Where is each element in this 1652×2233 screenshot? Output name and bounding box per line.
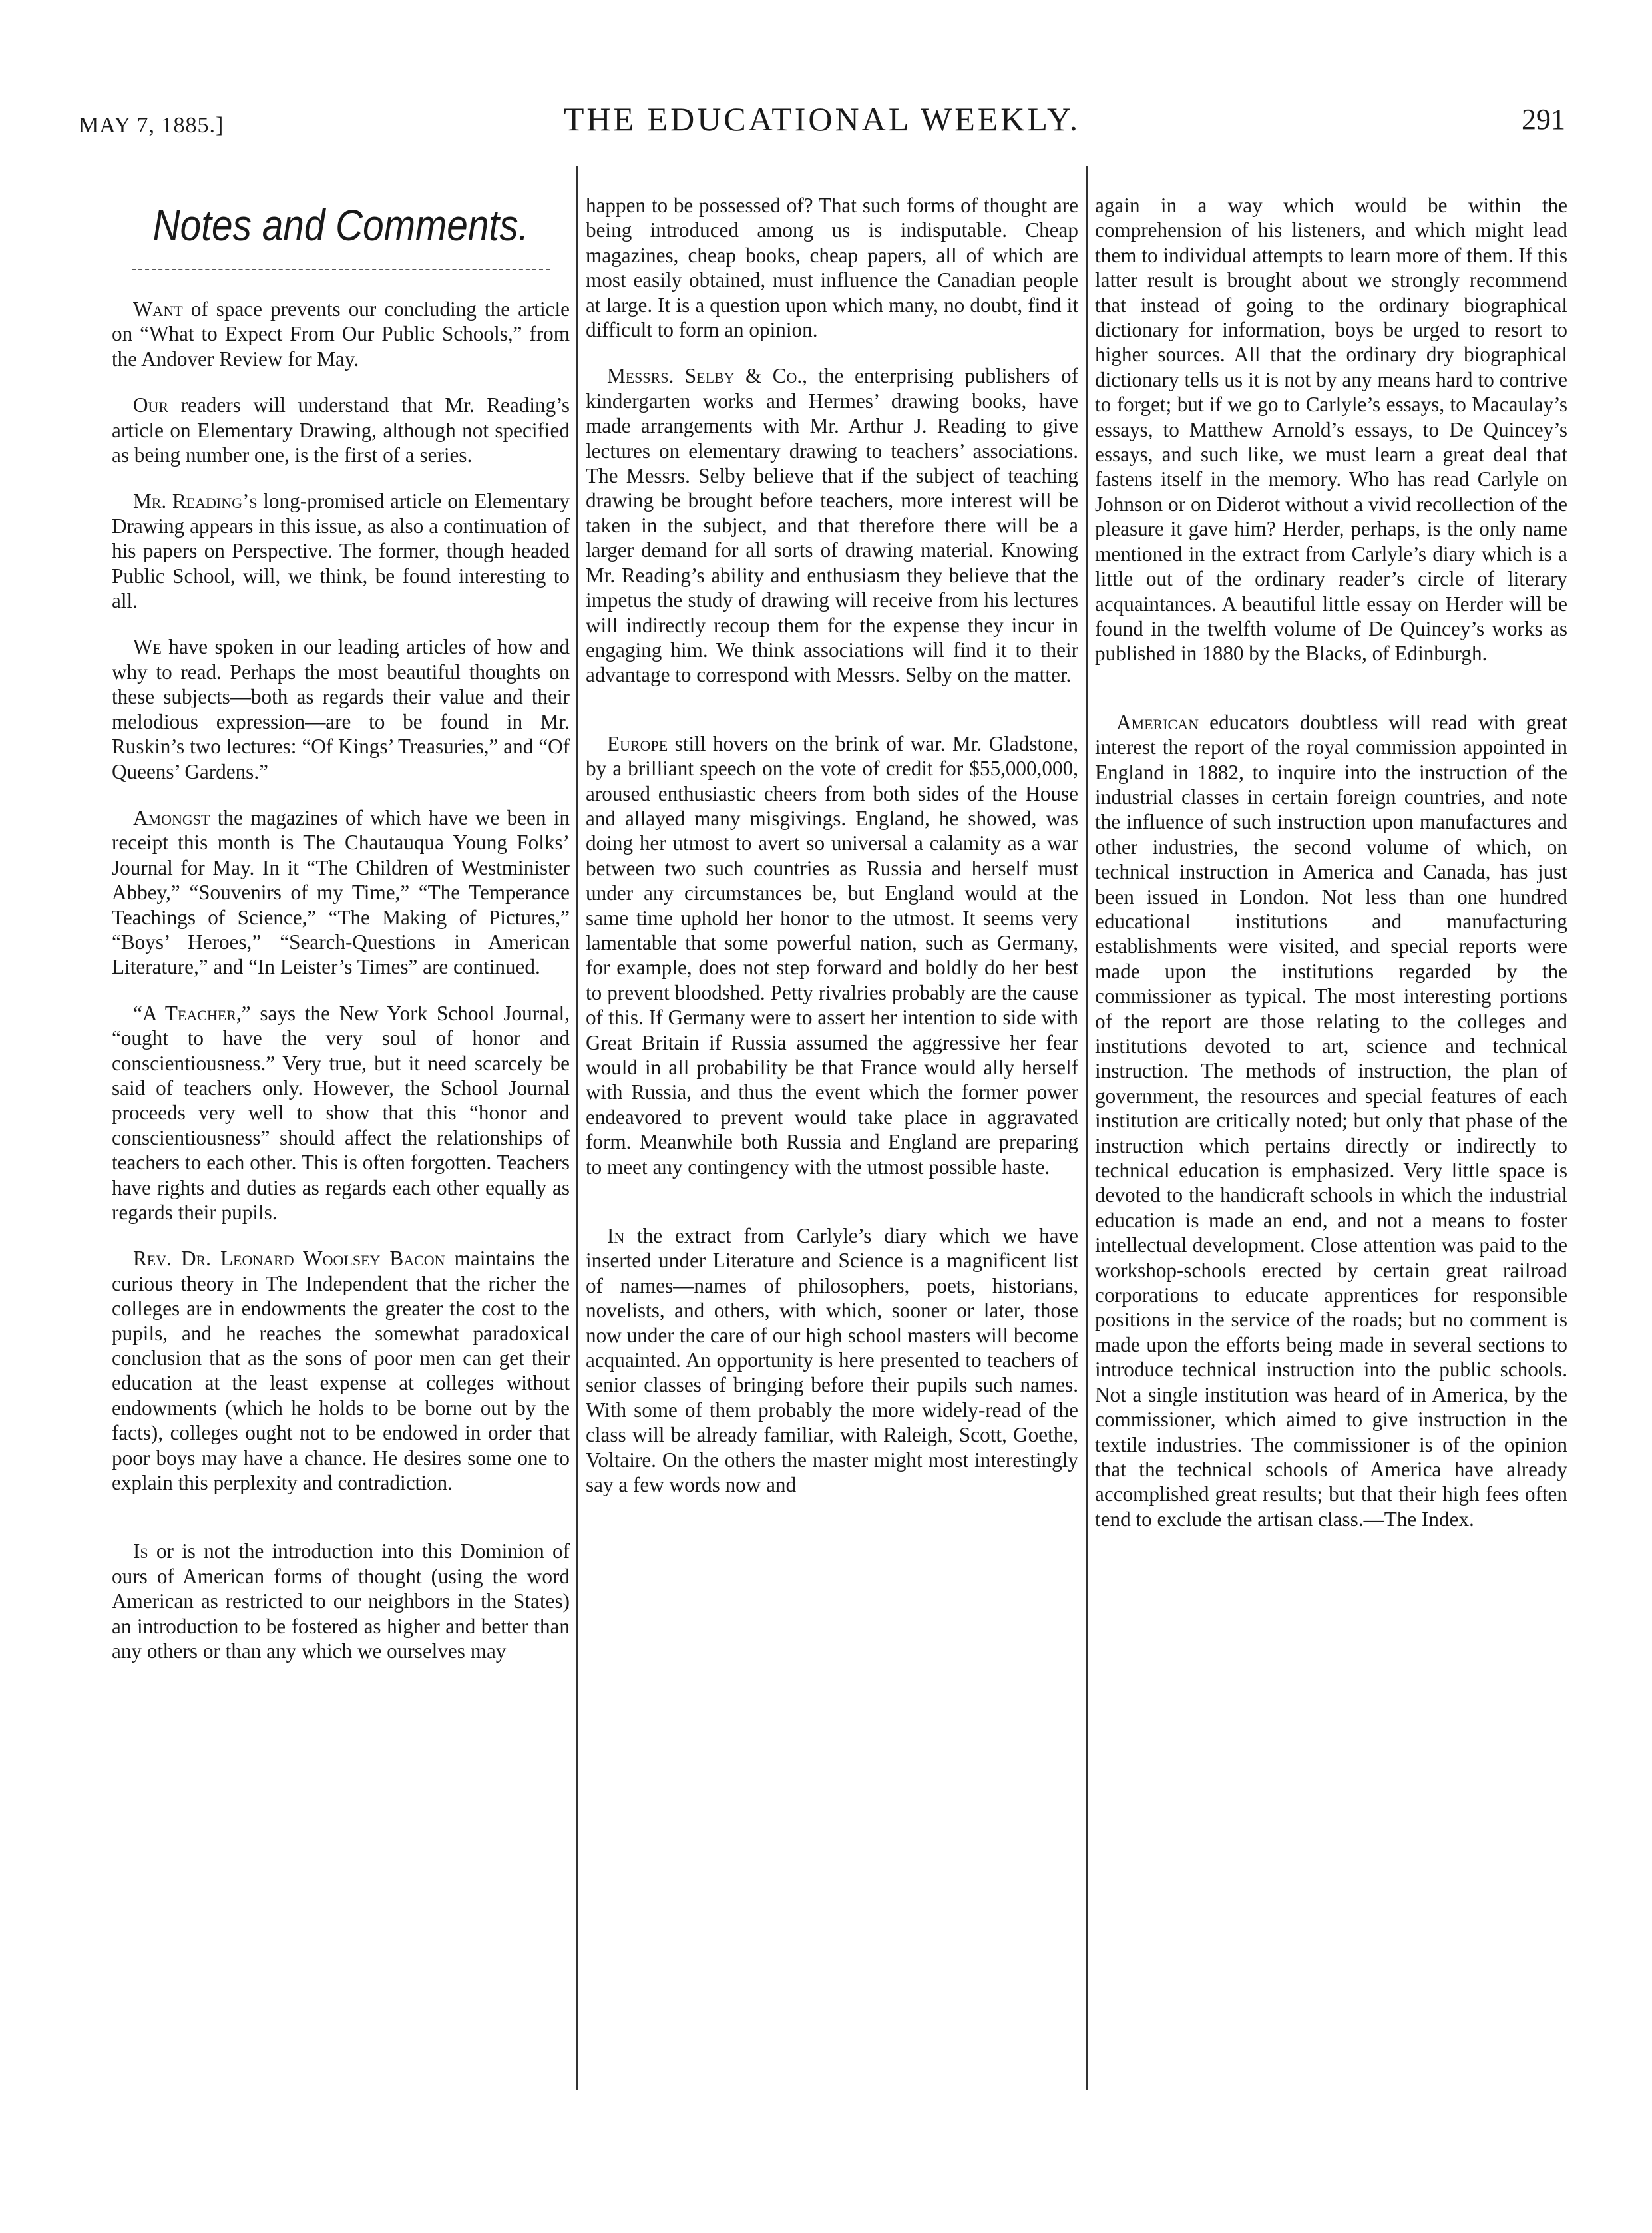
paragraph-lead-word: American xyxy=(1116,710,1199,734)
paragraph-text: have spoken in our leading articles of how and why to read. Perhaps the most beautiful thoughts on these subjects—both as regards their value and their melodious expression—are to be found in Mr. Ruskin’s two lectures: “Of Kings’ Treasuries,” and “Of Queens’ Gardens.” xyxy=(112,635,570,783)
paragraph xyxy=(112,489,570,613)
paragraph-text: of space prevents our concluding the article on “What to Expect From Our Public Schools,” from the Andover Review for May. xyxy=(112,298,570,371)
paragraph-text: long-promised article on Elementary Drawing appears in this issue, as also a continuation of his papers on Perspective. The former, though headed Public School, will, we think, be found interesting to all. xyxy=(112,489,570,613)
column-1 xyxy=(112,193,570,1685)
paragraph xyxy=(112,1539,570,1663)
issue-date: MAY 7, 1885.] xyxy=(79,113,224,138)
paragraph-text: educators doubtless will read with great interest the report of the royal commission appointed in England in 1882, to inquire into the instruction of the industrial classes in certain foreign countries, and note the influence of such instruction upon manufactures and other industries, the second volume of which, on technical instruction in America and Canada, has just been issued in London. Not less than one hundred educational institutions and manufacturing establishments were visited, and special reports were made upon the institutions regarded by the commissioner as typical. The most interesting portions of the report are those relating to the colleges and institutions devoted to art, science and technical instruction. The methods of instruction, the plan of government, the resources and special features of each institution are critically noted; but only that phase of the instruction which pertains directly or indirectly to technical education is emphasized. Very little space is devoted to the handicraft schools in which the industrial education is made an end, and not a means to foster intellectual development. Close attention was paid to the workshop-schools erected by certain great railroad corporations to educate apprentices for responsible positions in the service of the roads; but no comment is made upon the efforts being made in several sections to introduce technical instruction into the public schools. Not a single institution was heard of in America, by the commissioner, which aimed to give instruction in the textile industries. The commissioner is of the opinion that the technical schools of America have already accomplished great results; but that their high fees often tend to exclude the artisan class.—The Index. xyxy=(1095,710,1567,1531)
paragraph-lead-word: Europe xyxy=(607,731,668,755)
page-header xyxy=(79,100,1565,146)
paragraph xyxy=(112,1001,570,1225)
paragraph xyxy=(112,805,570,980)
paragraph xyxy=(586,363,1078,687)
column-3-body xyxy=(1095,193,1567,1531)
paragraph-lead-word: Rev. Dr. Leonard Woolsey Bacon xyxy=(133,1247,445,1271)
paragraph-text: happen to be possessed of? That such forms of thought are being introduced among us is indisputable. Cheap magazines, cheap books, cheap papers, all of which are most easily obtained, must influence the Canadian people at large. It is a question upon which many, no doubt, find it difficult to form an opinion. xyxy=(586,194,1078,342)
paragraph-text: readers will understand that Mr. Reading’s article on Elementary Drawing, although not specified as being number one, is the first of a series. xyxy=(112,393,570,467)
paragraph-lead-word: We xyxy=(133,635,162,659)
paragraph xyxy=(586,731,1078,1179)
paragraph xyxy=(1095,193,1567,666)
paragraph-text: the extract from Carlyle’s diary which we have inserted under Literature and Science is a magnificent list of names—names of philosophers, poets, historians, novelists, and others, with which, sooner or later, those now under the care of our high school masters will become acquainted. An opportunity is here presented to teachers of senior classes of bringing before their pupils such names. With some of them probably the more widely-read of the class will be already familiar, with Raleigh, Scott, Goethe, Voltaire. On the others the master might most interestingly say a few words now and xyxy=(586,1224,1078,1497)
paragraph-lead-word: “A Teacher,” xyxy=(133,1001,251,1025)
column-3 xyxy=(1095,193,1567,1553)
paragraph xyxy=(1095,710,1567,1531)
paragraph xyxy=(112,1246,570,1495)
paragraph-text: maintains the curious theory in The Independent that the richer the colleges are in endowments the greater the cost to the pupils, and he reaches the somewhat paradoxical conclusion that as the sons of poor men can get their education at the least expense at colleges without endowments (which he holds to be borne out by the facts), colleges ought not to be endowed in order that poor boys may have a chance. He desires some one to explain this perplexity and contradiction. xyxy=(112,1247,570,1495)
paragraph-lead-word: In xyxy=(607,1224,625,1248)
paragraph-text: or is not the introduction into this Dominion of ours of American forms of thought (using the word American as restricted to our neighbors in the States) an introduction to be fostered as higher and better than any others or than any which we ourselves may xyxy=(112,1539,570,1663)
paragraph xyxy=(586,193,1078,342)
paragraph-text: the enterprising publishers of kindergarten works and Hermes’ drawing books, have made arrangements with Mr. Arthur J. Reading to give lectures on elementary drawing to teachers’ associations. The Messrs. Selby believe that if the subject of teaching drawing be brought before teachers, more interest will be taken in the subject, and that therefore there will be a larger demand for all sorts of drawing material. Knowing Mr. Reading’s ability and enthusiasm they believe that the impetus the study of drawing will receive from his lectures will indirectly recoup them for the expense they incur in engaging him. We think associations will find it to their advantage to correspond with Messrs. Selby on the matter. xyxy=(586,364,1078,687)
paragraph xyxy=(112,297,570,371)
section-title: Notes and Comments. xyxy=(152,200,529,250)
publication-title: THE EDUCATIONAL WEEKLY. xyxy=(563,101,1081,138)
paragraph-text: still hovers on the brink of war. Mr. Gladstone, by a brilliant speech on the vote of credit for $55,000,000, aroused enthusiastic cheers from both sides of the House and allayed many misgivings. England, he showed, was doing her utmost to avert so universal a calamity as a war between two such countries as Russia and herself must under any circumstances be, but England would at the same time uphold her honor to the utmost. It seems very lamentable that some powerful nation, such as Germany, for example, does not step forward and boldly do her best to prevent bloodshed. Petty rivalries probably are the cause of this. If Germany were to assert her intention to side with Great Britain if Russia assumed the aggressive her fear would in all probability be that France would ally herself with Russia, and thus the event which the former power endeavored to prevent would take place in aggravated form. Meanwhile both Russia and England are preparing to meet any contingency with the utmost possible haste. xyxy=(586,731,1078,1179)
column-2-body xyxy=(586,193,1078,1498)
paragraph-text: again in a way which would be within the comprehension of his listeners, and which might lead them to individual attempts to learn more of them. If this latter result is brought about we strongly recommend that instead of going to the ordinary biographical dictionary for information, boys be urged to resort to higher sources. All that the ordinary dry biographical dictionary tells us it is not by any means hard to contrive to forget; but if we go to Carlyle’s essays, to Macaulay’s essays, to Matthew Arnold’s essays, to De Quincey’s essays, and such like, we must learn a great deal that fastens itself in the memory. Who has read Carlyle on Johnson or on Diderot without a vivid recollection of the pleasure it gave him? Herder, perhaps, is the only name mentioned in the extract from Carlyle’s diary which is a little out of the ordinary reader’s circle of literary acquaintances. A beautiful little essay on Herder will be found in the twelfth volume of De Quincey’s works as published in 1880 by the Blacks, of Edinburgh. xyxy=(1095,194,1567,666)
paragraph-lead-word: Messrs. Selby & Co., xyxy=(607,364,807,388)
paragraph xyxy=(112,393,570,467)
paragraph-text: says the New York School Journal, “ought to have the very soul of honor and conscientiousness.” Very true, but it need scarcely be said of teachers only. However, the School Journal proceeds very well to show that this “honor and conscientiousness” should affect the relationships of teachers to each other. This is often forgotten. Teachers have rights and duties as regards each other equally as regards their pupils. xyxy=(112,1001,570,1224)
section-title-rule xyxy=(132,269,550,270)
paragraph-lead-word: Amongst xyxy=(133,805,210,829)
paragraph-lead-word: Is xyxy=(133,1539,148,1563)
column-rule-left xyxy=(576,166,578,2090)
column-2 xyxy=(586,193,1078,1519)
paragraph-lead-word: Mr. Reading’s xyxy=(133,489,258,513)
paragraph-lead-word: Want xyxy=(133,298,183,321)
paragraph xyxy=(586,1223,1078,1497)
column-1-body xyxy=(112,297,570,1664)
column-rule-right xyxy=(1086,166,1088,2090)
paragraph-lead-word: Our xyxy=(133,393,169,417)
page-number: 291 xyxy=(1522,103,1565,136)
paragraph-text: the magazines of which have we been in receipt this month is The Chautauqua Young Folks’ Journal for May. In it “The Children of Westminister Abbey,” “Souvenirs of my Time,” “The Temperance Teachings of Science,” “The Making of Pictures,” “Boys’ Heroes,” “Search-Questions in American Literature,” and “In Leister’s Times” are continued. xyxy=(112,805,570,979)
paragraph xyxy=(112,634,570,783)
